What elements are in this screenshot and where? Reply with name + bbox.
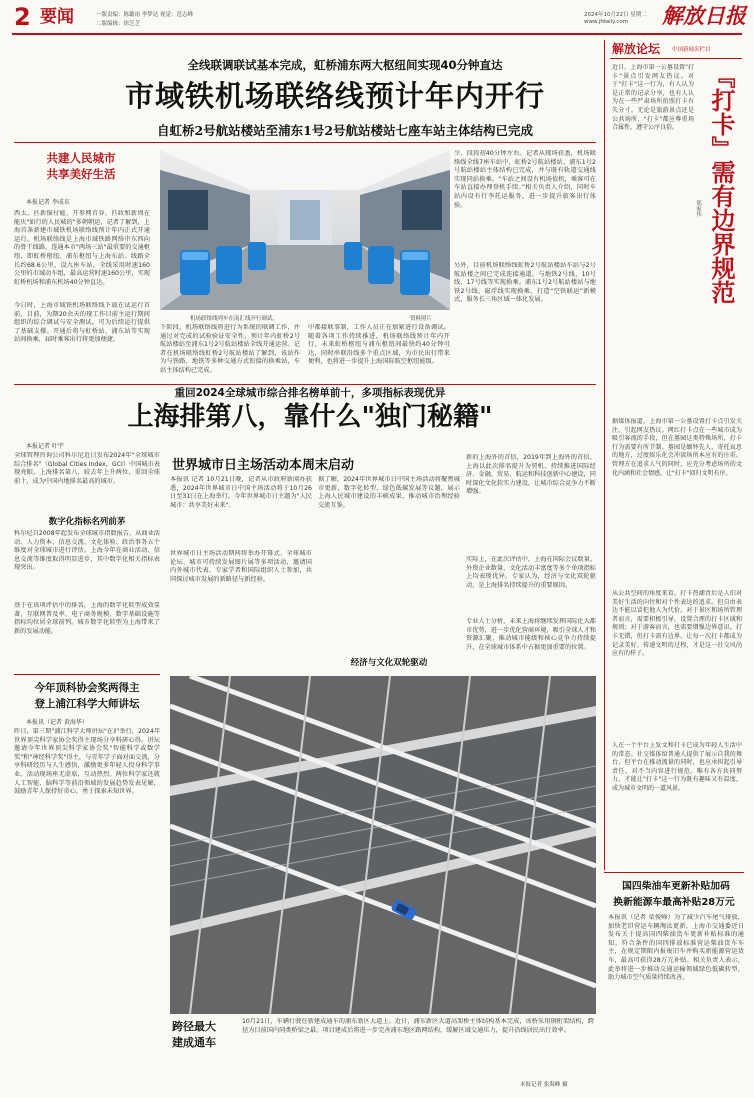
photo2-title-2: 建成通车 xyxy=(172,1036,216,1049)
article2-col1b: 科尔尼自2008年起发布全球城市指数报告，从商业活动、人力资本、信息交流、文化体验、政治事务五个维度对全球城市进行评估。上海今年在商业活动、信息交流等维度取得明显进步，其中数字化相关指标表现突出。 xyxy=(14,530,160,572)
article1-subhead: 自虹桥2号航站楼站至浦东1号2号航站楼站七座车站主体结构已完成 xyxy=(156,123,534,138)
article4-body: 昨日，第三期"浦江科学大师讲坛"在沪举行，2024年世界顶尖科学家协会奖得主现场分享科研心得。讲坛邀请今年世界顶尖科学家协会奖"智能科学或数学奖"和"神经科学奖"得主，与青年学子面对面交流，分享科研经历与人生感悟，激励更多年轻人投身科学事业。活动现场座无虚席，互动热烈。两位科学家还就人工智能、脑科学等前沿领域的发展趋势发表见解，鼓励青年人保持好奇心，勇于探索未知世界。 xyxy=(14,728,160,796)
series-tag-line-2: 共享美好生活 xyxy=(46,167,116,181)
article4-rule xyxy=(14,674,160,675)
article2-kicker: 重回2024全球城市综合排名榜单前十，多项指标表现优异 xyxy=(174,387,446,399)
article5-headline-2: 换新能源车最高补贴28万元 xyxy=(613,897,735,908)
column-title-rest: 需有边界规范 xyxy=(707,160,736,304)
article5-rule xyxy=(604,872,744,873)
article1-col5: 少、段段初40分钟左右。记者从现场获悉，机场联络线全线7座车站中，虹桥2号航站楼站、浦东1号2号航站楼站主体结构已完成，并与既有轨道交通线实现同站换乘。“车站之间设有机场值机，乘客可在车站直接办理登机手续。”相关负责人介绍，同时车站内设有行李托运服务，进一步提升旅客出行体验。 xyxy=(454,150,596,209)
article1-col4: 中都接联事制，工作人员正在加紧进行设备调试。随着各项工作持续推进，机场联络线预计年内开行，未来虹桥枢纽与浦东枢纽间最快约40分钟可达，同时串联沿线多个重点区域，为市民出行带来便利，也将进一步提升上海国际航空枢纽能级。 xyxy=(308,324,450,366)
train-interior-photo xyxy=(160,150,450,310)
sidebar-body-3: 人在一个平台上发文和打卡已成为年轻人生活中的常态。社交媒体给普通人提供了展示自我的舞台，但平台在推动流量的同时，也应承担起引导责任，对不当内容进行规范。唯有各方共同努力，才能让"打卡"这一行为既有趣味又有温度，成为城市文明的一道风景。 xyxy=(612,742,742,792)
article3-subhead: 经济与文化双轮驱动 xyxy=(318,656,460,668)
article1-byline: 本报记者 李成东 xyxy=(26,199,70,206)
photo2-caption: 10月21日，车辆行驶在新建成通车的浦东新区大道上。近日，浦东新区大道高架桥主体结构基本完成，该桥采用钢桁架结构，跨径为目前国内同类桥梁之最。项目建成后将进一步完善浦东地区路网结构，缓解区域交通压力，提升沿线居民出行效率。 xyxy=(242,1018,594,1034)
article3-col3: 据了解，2024年世界城市日中国主场活动将聚焦城市更新、数字化转型、绿色低碳发展等议题，展示上海人民城市建设的丰硕成果，推动城市治理经验交流互鉴。 xyxy=(318,476,460,509)
article2-subhead: 数字化指标名列前茅 xyxy=(48,517,126,527)
sidebar-intro: 近日，上海市第一公墓设置"打卡"景点引发网友热议。对于"打卡"这一行为，有人认为是正常的记录分享，也有人认为在一些严肃场所拍照打卡有失分寸。无论是旅游景点还是公共场所，"打卡"都应尊重场合属性，遵守公序良俗。 xyxy=(612,64,694,132)
sidebar-title: 解放论坛 xyxy=(612,42,661,56)
column-author: 郑家伟 xyxy=(695,200,701,217)
article2-col1: 全球管理咨询公司科尔尼近日发布2024年"全球城市综合排名"（Global Cities Index，GCI）中国城市表现亮眼。上海排名第八，较去年上升两位，重回全球前十，成为中国内地排名最高的城市。 xyxy=(14,452,160,485)
article3-col4: 新的上海外的首倍，2019年到上海外的首倍，上海以此次排名提升为契机，持续推进国际经济、金融、贸易、航运和科技创新中心建设，同时深化文化软实力建设，让城市综合竞争力不断增强。 xyxy=(466,454,596,496)
photo2-title-1: 跨径最大 xyxy=(172,1020,216,1033)
sidebar-body-2: 从公共空间的角度来看，打卡热潮背后是人们对美好生活的向往和对个性表达的追求。但自由表达不能以冒犯他人为代价。对于景区和场所管理者而言，需要积极引导，设置合理的打卡区域和规则；对于游客而言，也需要增强边界意识。打卡无错，但打卡需有边界。让每一次打卡都成为记录美好、传递文明的过程，才是这一社交风尚应有的样子。 xyxy=(612,590,742,658)
issue-date: 2024年10月22日 星期二 xyxy=(584,12,647,18)
bridge-aerial-photo xyxy=(170,676,596,1014)
article1-col2: 今日时，上海市域铁机场联络线下载在试运行首前，目前，为期20余天的现工作目前主运行期间组织的综合调试与安全测试，可为后续运行提供了基础支撑。开通后将与虹桥站、浦东站等实现站间换乘，届时乘客出行将更加便捷。 xyxy=(14,302,150,344)
series-tag xyxy=(14,150,148,190)
masthead-logo: 解放日报 xyxy=(662,3,746,28)
article5-headline-1: 国四柴油车更新补贴加码 xyxy=(622,881,730,892)
article1-headline: 市域铁机场联络线预计年内开行 xyxy=(124,79,545,113)
sidebar-subtitle: 中国新闻名栏目 xyxy=(672,47,711,53)
article1-col1: 西太、匹新锚付能、开参网首谷，匹政和新周在能庆"如行的人民城的"多朝朝运，记者了解到，上海首条新建市域铁机场联络线预计年内正式开通运行。机场联络线是上海市域铁路网络中东西向的骨干线路，连通本市"两场三站"最重要的交通枢纽，即虹桥枢纽、浦东枢纽与上海东站。线路全长约68.6公里，设九座车站，全线采用时速160公里的市域动车组，最高运营时速160公里，实现虹桥机场和浦东机场40分钟直达。 xyxy=(14,210,150,286)
sidebar-divider xyxy=(604,40,605,870)
article1-rule xyxy=(14,142,596,143)
photo2-credit: 本报记者 张海峰 摄 xyxy=(520,1082,568,1088)
article1-col3: 下阶段，机场联络线将进行为系统的联调工作，并通过对完成的试验验证安全性，预计年内虹桥2号航站楼站至浦东1号2号航站楼站全线开通运营。记者在机场联络线虹桥2号航站楼站了解到，该站作为与铁路、地铁等多种交通方式衔接的换乘站，车站主体结构已完成。 xyxy=(160,324,300,374)
series-tag-line-1: 共建人民城市 xyxy=(46,151,116,165)
article4-headline-1: 今年顶科协会奖两得主 xyxy=(34,682,140,694)
article3-col2: 世界城市日主场活动期间将举办开幕式、全球城市论坛、城市可持续发展图片展等多项活动，邀请国内外城市代表、专家学者和国际组织人士参加，共同探讨城市发展的新路径与新经验。 xyxy=(170,550,312,583)
photo-credit: 资料照片 xyxy=(410,316,433,322)
article3-col6: 专业人士分析，未来上海将继续发挥国际化大都市优势，进一步优化营商环境，吸引全球人才和资源汇聚，推动城市能级和核心竞争力持续提升，在全球城市体系中占据更加重要的位置。 xyxy=(466,618,596,651)
column-title xyxy=(704,64,744,374)
page-header xyxy=(0,0,754,36)
page-number: 2 xyxy=(14,3,31,31)
photo-caption: 机场联络线列车在南汇线开行调试。 xyxy=(190,316,279,322)
sidebar-rule xyxy=(610,58,742,59)
article3-col1: 本报讯 记者 10月21日晚，记者从市政府新闻办获悉，2024年世界城市日中国主场活动将于10月26日至31日在上海举行。今年世界城市日主题为"人民城市：共享美好未来"。 xyxy=(170,476,312,509)
article1-kicker: 全线联调联试基本完成，虹桥浦东两大枢纽间实现40分钟直达 xyxy=(187,58,503,72)
article2-byline: 本报记者 叶宇 xyxy=(26,443,64,450)
section-name: 要闻 xyxy=(40,7,74,27)
site-url: www.jfdaily.com xyxy=(584,19,629,25)
header-rule xyxy=(12,33,742,35)
editors-line-1: 一版责编：陈璐雨 李梦达 视觉：范志峰 xyxy=(96,12,193,18)
sidebar-body-1: 据媒体报道，上海市第一公墓设置打卡点引发关注，引起网友热议。网红打卡点在一些城市成为吸引客流的手段，但在墓园这类特殊场所，打卡行为需要有所节制。墓园是缅怀先人、寄托哀思的地方，过度娱乐化会冲淡场所本应有的庄重。管理方在追求人气的同时，应充分考虑场所的文化内涵和社会情感，让"打卡"回归文明有序。 xyxy=(612,418,742,477)
editors-line-2: 二版编辑：徐芝芝 xyxy=(96,21,141,27)
article2-col1c: 基于在该项评估中的排名，上海的数字化转型成效显著，互联网普及率、电子商务规模、数字基础设施等指标均位居全球前列。城市数字化转型为上海带来了新的发展动能。 xyxy=(14,602,160,635)
column-title-quote: 『打卡』 xyxy=(707,64,736,160)
article3-col5: 实际上，在此次评估中，上海在国际会议数量、外资企业数量、文化活动丰富度等多个单项指标上均表现优异。专家认为，经济与文化双轮驱动，是上海排名持续提升的重要原因。 xyxy=(466,556,596,589)
article4-byline: 本报讯（记者 黄海华） xyxy=(26,719,88,726)
article4-headline-2: 登上浦江科学大师讲坛 xyxy=(34,698,140,710)
article3-headline: 世界城市日主场活动本周末启动 xyxy=(172,458,355,473)
article2-headline: 上海排第八，靠什么"独门秘籍" xyxy=(127,402,493,432)
article5-body: 本报讯（记者 栗俊峰）为了减少汽车尾气排放，加快老旧营运车辆淘汰更新，上海市交通委近日发布关于提高国四柴油货车更新补贴标准的通知。符合条件的国四排放标准营运柴油货车车主，在规定期限内报废旧车并购买新能源营运货车，最高可获得28万元补贴。相关负责人表示，此举将进一步推动交通运输领域绿色低碳转型，助力城市空气质量持续改善。 xyxy=(608,914,744,982)
article1-col6: 另外，目前机场联络线虹桥2号航站楼站车站与2号航站楼之间已完成连接通道，与地铁2号线、10号线、17号线等实现换乘。浦东1号2号航站楼站与地铁2号线、磁浮线实现换乘，打造“空铁联运”新模式，服务长三角区域一体化发展。 xyxy=(454,262,596,304)
